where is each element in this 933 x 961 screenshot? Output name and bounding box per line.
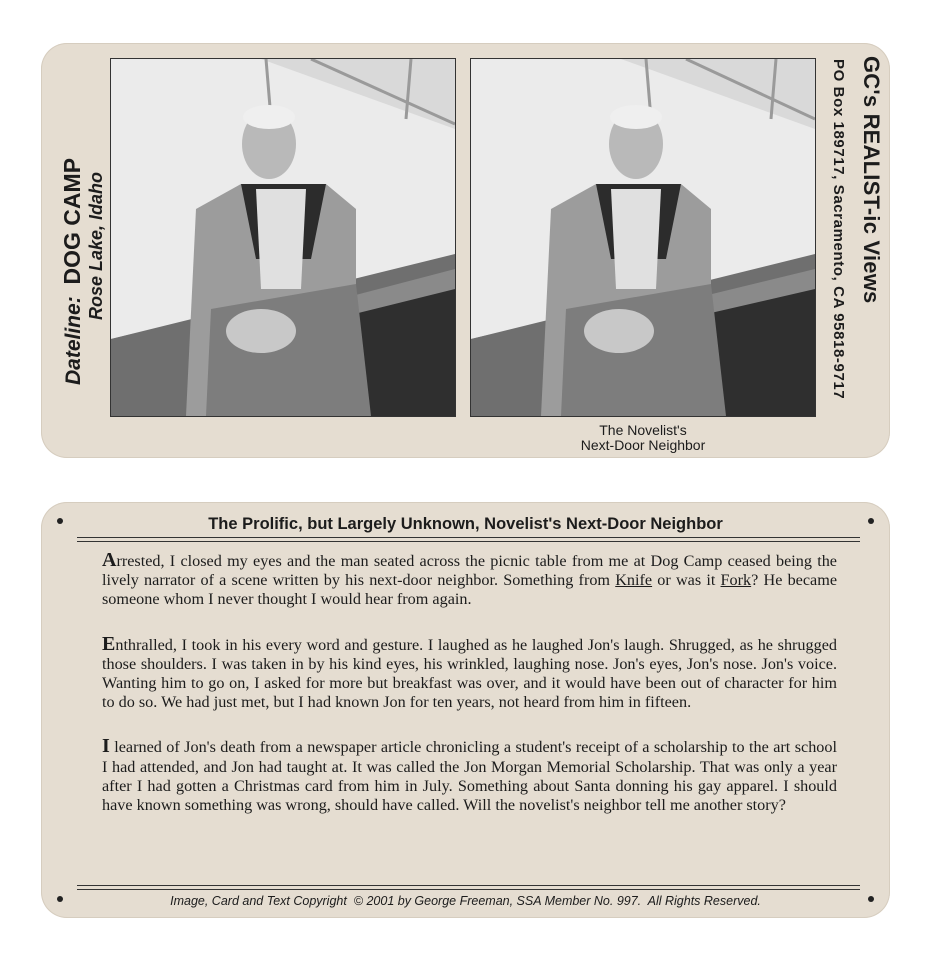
title-rule-lower <box>77 541 860 542</box>
book-title-fork: Fork <box>720 571 752 590</box>
paragraph-1-end: ? He became someone whom I never thought I would hear from again. <box>102 571 837 609</box>
brand-name: GC's REALIST-ic Views <box>859 56 884 304</box>
paragraph-2-text: nthralled, I took in his every word and gesture. I laughed as he laughed Jon's laugh. Shrugged, as he shrugged those shoulders. I was taken in by his kind eyes, his wrinkled, laughing nose. Jon's eyes, Jon's nose. Jon's voice. Wanting him to go on, I asked for more but breakfast was over, and it would have been out of character for him to do so. We had just met, but I had known Jon for ten years, not heard from him in fifteen. <box>102 635 837 712</box>
mailing-address: PO Box 189717, Sacramento, CA 95818-9717 <box>830 59 847 400</box>
caption-line-1: The Novelist's <box>599 422 687 438</box>
footer-rule-upper <box>77 885 860 886</box>
dateline-place: DOG CAMP <box>59 157 85 285</box>
drop-cap: I <box>102 735 110 758</box>
photo-left-illustration <box>111 59 455 416</box>
drop-cap: E <box>102 632 116 655</box>
photo-right-illustration <box>471 59 815 416</box>
paragraph-3 <box>102 737 837 815</box>
book-title-knife: Knife <box>615 571 653 590</box>
paragraph-3-text: learned of Jon's death from a newspaper article chronicling a student's receipt of a scholarship to the art school I had attended, and Jon had taught at. It was called the Jon Morgan Memorial Scholarship. That was only a year after I had gotten a Christmas card from him in July. Something about Santa donning his gay apparel. I should have known something was wrong, should have called. Will the novelist's neighbor tell me another story? <box>102 738 837 815</box>
dateline-label: Dateline: <box>62 296 85 385</box>
card-title: The Prolific, but Largely Unknown, Novelist's Next-Door Neighbor <box>208 515 723 533</box>
drop-cap: A <box>102 549 117 571</box>
dateline-location: Rose Lake, Idaho <box>86 171 106 320</box>
dateline <box>59 158 86 385</box>
caption-line-2: Next-Door Neighbor <box>580 437 706 453</box>
paragraph-1 <box>102 551 837 610</box>
title-rule-upper <box>77 537 860 538</box>
copyright-notice: Image, Card and Text Copyright © 2001 by George Freeman, SSA Member No. 997. All Rights Reserved. <box>170 894 761 908</box>
paragraph-1-mid: or was it <box>652 571 721 590</box>
story-text <box>102 551 837 840</box>
paragraph-2 <box>102 632 837 713</box>
photo-caption <box>471 423 815 453</box>
footer-rule-lower <box>77 889 860 890</box>
stereo-card-back <box>41 502 890 918</box>
stereo-photo-right <box>471 59 815 416</box>
stereo-photo-left <box>111 59 455 416</box>
paragraph-1-text: rrested, I closed my eyes and the man seated across the picnic table from me at Dog Camp ceased being the lively narrator of a scene written by his next-door neighbor. Something from <box>102 552 837 590</box>
stereo-card-front <box>41 43 890 458</box>
